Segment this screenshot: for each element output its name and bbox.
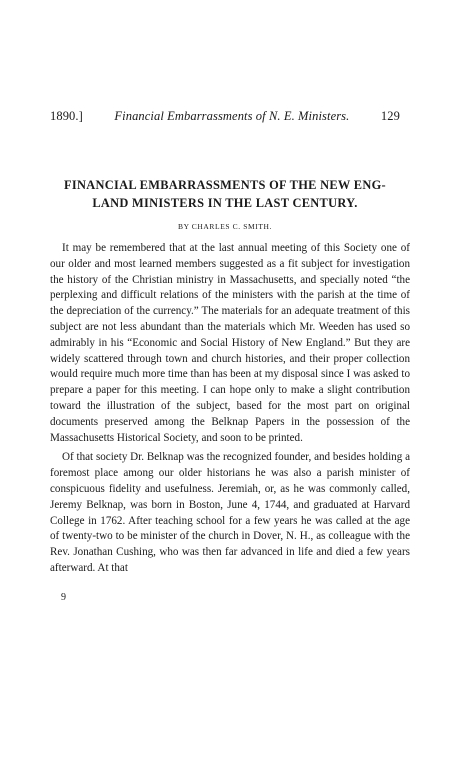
header-running-title: Financial Embarrassments of N. E. Ministers.: [114, 109, 350, 123]
author-byline: BY CHARLES C. SMITH.: [177, 222, 273, 231]
paragraph: It may be remembered that at the last annual meeting of this Society one of our older and most learned members suggested as a fit subject for investigation the history of the Christian ministry in Massachusetts, and specially noted “the perplexing and difficult relations of the ministers with the parish at the time of the depreciation of the currency.” The materials for an adequate treatment of this subject are not less abundant than the materials which Mr. Weeden has used so admirably in his “Economic and Social History of New England.” But they are widely scattered through town and church histories, and their proper collection would require much more time than has been at my disposal since I was asked to prepare a paper for this meeting. I can hope only to make a slight contribution toward the illustration of the subject, based for the most part on original documents preserved among the Belknap Papers in the possession of the Massachusetts Historical Society, and soon to be printed.: [50, 242, 410, 444]
signature-mark: 9: [61, 592, 66, 603]
article-title-line-1: FINANCIAL EMBARRASSMENTS OF THE NEW ENG-: [64, 178, 386, 192]
running-header: [50, 109, 400, 124]
paragraph: Of that society Dr. Belknap was the recognized founder, and besides holding a foremost place among our older historians he was also a parish minister of conspicuous fidelity and usefulness. Jeremiah, or, as he was commonly called, Jeremy Belknap, was born in Boston, June 4, 1744, and graduated at Harvard College in 1762. After teaching school for a few years he was called at the age of twenty-two to be minister of the church in Dover, N. H., as colleague with the Rev. Jonathan Cushing, who was then far advanced in life and died a few years afterward. At that: [50, 451, 410, 574]
article-title-line-2: LAND MINISTERS IN THE LAST CENTURY.: [92, 196, 358, 210]
header-year: 1890.]: [50, 109, 83, 123]
header-page-number: 129: [380, 109, 400, 123]
article-body: [50, 241, 410, 577]
article-title: [52, 176, 398, 212]
